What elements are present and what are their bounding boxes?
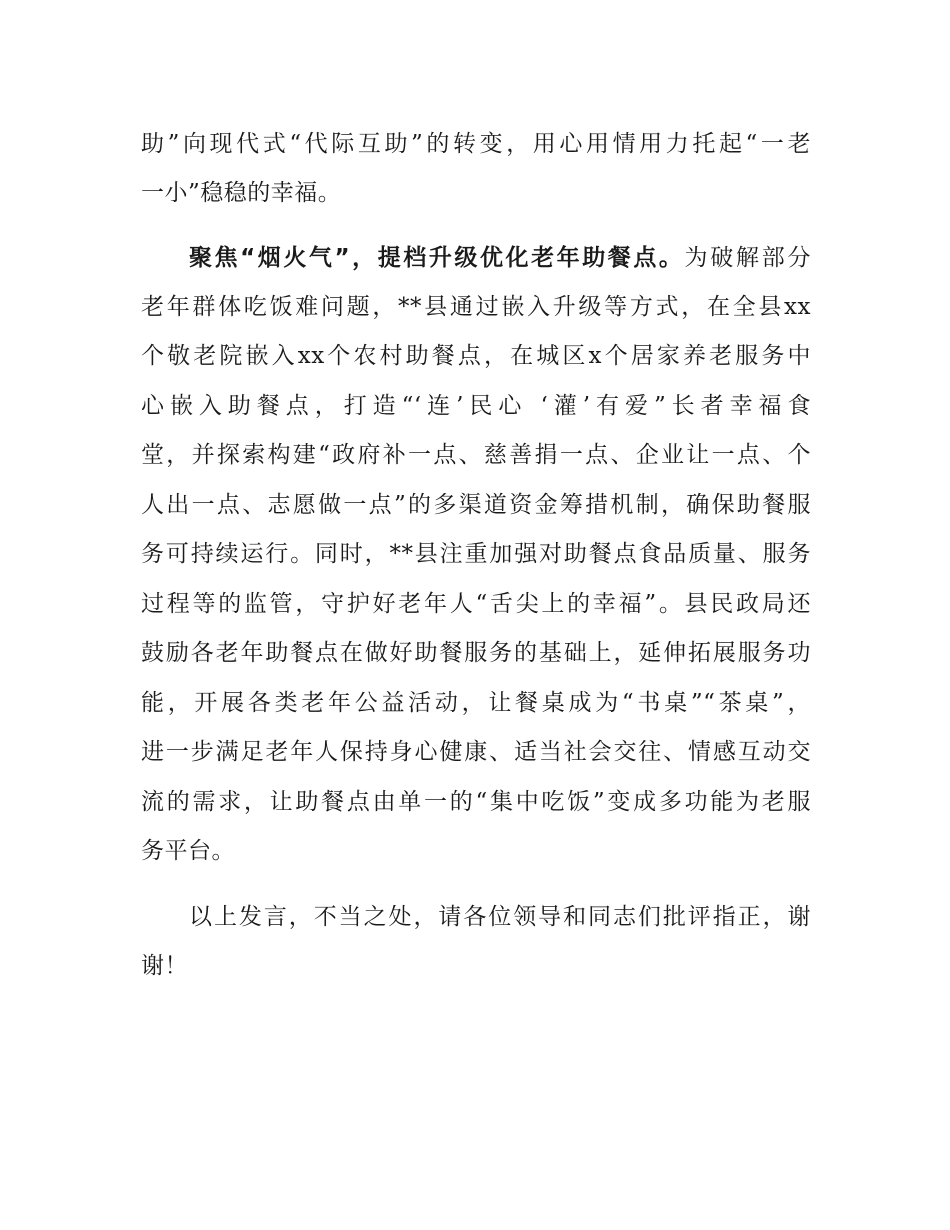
paragraph-2-line-9: 鼓励各老年助餐点在做好助餐服务的基础上，延伸拓展服务功 (141, 640, 811, 666)
paragraph-2-heading: 聚焦“烟火气”，提档升级优化老年助餐点。 (189, 245, 685, 271)
paragraph-2-line-13: 务平台。 (141, 838, 235, 864)
paragraph-2-line-1 (189, 238, 811, 278)
paragraph-2-line-4: 心嵌入助餐点，打造“‘连’民心 ‘灌’有爱”长者幸福食 (141, 393, 811, 419)
paragraph-2-line-2: 老年群体吃饭难问题，**县通过嵌入升级等方式，在全县xx (141, 294, 811, 320)
paragraph-2-line-11: 进一步满足老年人保持身心健康、适当社会交往、情感互动交 (141, 739, 811, 765)
paragraph-2-line-5: 堂，并探索构建“政府补一点、慈善捐一点、企业让一点、个 (141, 442, 811, 468)
paragraph-1-line-2: 一小”稳稳的幸福。 (141, 180, 342, 206)
paragraph-2-line-1-rest: 为破解部分 (684, 245, 812, 271)
paragraph-2-line-7: 务可持续运行。同时，**县注重加强对助餐点食品质量、服务 (141, 541, 811, 567)
paragraph-2-line-8: 过程等的监管，守护好老年人“舌尖上的幸福”。县民政局还 (141, 591, 811, 617)
paragraph-1-line-1: 助”向现代式“代际互助”的转变，用心用情用力托起“一老 (141, 131, 811, 157)
paragraph-3-line-2: 谢！ (141, 953, 188, 979)
paragraph-2-line-10: 能，开展各类老年公益活动，让餐桌成为“书桌”“茶桌”， (141, 690, 811, 716)
paragraph-2-line-12: 流的需求，让助餐点由单一的“集中吃饭”变成多功能为老服 (141, 789, 811, 815)
paragraph-2-line-3: 个敬老院嵌入xx个农村助餐点，在城区x个居家养老服务中 (141, 343, 811, 369)
paragraph-3-line-1: 以上发言，不当之处，请各位领导和同志们批评指正，谢 (189, 904, 811, 930)
paragraph-2-line-6: 人出一点、志愿做一点”的多渠道资金筹措机制，确保助餐服 (141, 492, 811, 518)
